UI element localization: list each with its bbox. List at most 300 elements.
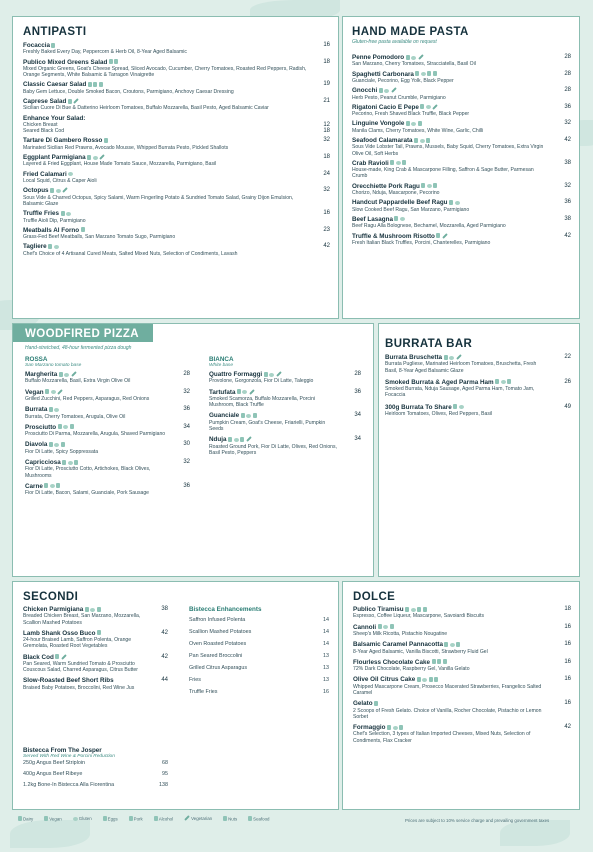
- item-name-text: Truffle & Mushroom Risotto: [352, 232, 435, 240]
- gluten-icon: [427, 184, 432, 188]
- item-price: 34: [354, 412, 361, 419]
- menu-list: [25, 371, 190, 496]
- item-name: [352, 233, 571, 240]
- item-name-text: Meatballs Al Forno: [23, 226, 80, 234]
- item-description: Manila Clams, Cherry Tomatoes, White Wine, Garlic, Chilli: [352, 127, 484, 134]
- gluten-icon: [51, 390, 56, 394]
- item-name: [352, 120, 571, 127]
- bistecca-list: [23, 760, 168, 788]
- item-price: 32: [564, 120, 571, 127]
- egg-icon: [402, 160, 406, 165]
- item-price: 32: [323, 187, 330, 194]
- item-description: Fresh Italian Black Truffles, Porcini, Chanterelles, Parmigiano: [352, 239, 491, 246]
- item-name: [352, 54, 571, 61]
- pork-icon: [507, 379, 511, 384]
- item-description: Guanciale, Pecorino, Egg Yolk, Black Pepper: [352, 78, 454, 85]
- item-description: Sheep's Milk Ricotta, Pistachio Nougatine: [353, 631, 448, 638]
- veg-icon: [99, 154, 105, 160]
- item-price: 24: [323, 170, 330, 177]
- legend-entry: [129, 816, 143, 822]
- item-name-text: Flourless Chocolate Cake: [353, 658, 430, 666]
- item-name-text: 300g Burrata To Share: [385, 403, 452, 411]
- dairy-icon: [436, 233, 440, 238]
- row-label: 400g Angus Beef Ribeye: [23, 771, 83, 778]
- menu-item: [353, 641, 571, 655]
- item-name-text: Rigatoni Cacio E Pepe: [352, 103, 419, 111]
- item-name-text: Burrata Bruschetta: [385, 354, 443, 361]
- menu-item: [352, 233, 571, 247]
- item-name: [23, 677, 168, 684]
- gluten-icon: [66, 212, 71, 216]
- vegan-icon: [45, 389, 49, 394]
- menu-item: [352, 104, 571, 118]
- item-price: 36: [183, 406, 190, 413]
- item-name-text: Lamb Shank Osso Buco: [23, 629, 96, 637]
- legend-label: Vegetarian: [191, 816, 213, 822]
- price-row: [23, 760, 168, 766]
- item-name: [352, 160, 571, 167]
- menu-list: [352, 54, 571, 249]
- footer-note: Prices are subject to 10% service charge and prevailing government taxes: [405, 818, 550, 823]
- egg-icon: [456, 642, 460, 647]
- menu-item: [23, 227, 330, 241]
- item-name-text: Penne Pomodoro: [352, 54, 405, 61]
- item-description: Pecorino, Fresh Shaved Black Truffle, Black Pepper: [352, 111, 470, 118]
- gluten-icon: [426, 105, 431, 109]
- item-description: 8-Year Aged Balsamic, Vanilla Biscotti, Strawberry Fluid Gel: [353, 648, 488, 655]
- item-name-text: Octopus: [23, 187, 49, 195]
- item-name-text: Formaggio: [353, 724, 386, 732]
- row-price: 13: [323, 665, 329, 672]
- gluten-icon: [54, 408, 59, 412]
- alc-icon: [434, 677, 438, 682]
- gluten-icon: [93, 156, 98, 160]
- vegan-icon: [44, 816, 48, 821]
- dairy-icon: [405, 607, 409, 612]
- dairy-icon: [414, 138, 418, 143]
- item-description: Fior Di Latte, Prosciutto Cotto, Artichokes, Black Olives, Mushrooms: [25, 466, 151, 479]
- item-price: 16: [564, 641, 571, 648]
- item-name: [23, 630, 168, 637]
- legend-label: Nuts: [228, 816, 238, 822]
- item-name-text: Tartufata: [209, 388, 236, 396]
- veg-icon: [184, 815, 190, 821]
- gluten-icon: [234, 438, 239, 442]
- veg-icon: [442, 233, 448, 239]
- pork-icon: [99, 82, 103, 87]
- item-description: Fior Di Latte, Spicy Soppressata: [25, 448, 99, 455]
- price-row: [23, 782, 168, 788]
- item-description: Marinated Sicilian Red Prawns, Avocado Mousse, Whipped Burrata Pesto, Pickled Shallots: [23, 144, 229, 151]
- item-name-text: Enhance Your Salad:: [23, 114, 86, 122]
- egg-icon: [418, 121, 422, 126]
- item-name: [353, 676, 571, 683]
- legend-label: Gluten: [78, 816, 92, 822]
- menu-item: [353, 606, 571, 620]
- item-name: [23, 42, 330, 49]
- item-price: 42: [323, 243, 330, 250]
- item-price: 42: [161, 653, 168, 660]
- bianca-column: [209, 356, 361, 460]
- nuts-icon: [443, 659, 447, 664]
- item-price: 34: [183, 423, 190, 430]
- item-price: 23: [323, 226, 330, 233]
- egg-icon: [437, 659, 441, 664]
- veg-icon: [456, 354, 462, 360]
- item-description: Grass-Fed Beef Meatballs, San Marzano Tomato Sugo, Parmigiano: [23, 234, 176, 241]
- item-name: [209, 371, 361, 378]
- bistecca-title: Bistecca From The Josper: [23, 747, 102, 754]
- item-price: 30: [183, 441, 190, 448]
- egg-icon: [97, 607, 101, 612]
- item-name: [353, 641, 571, 648]
- menu-item: [23, 81, 330, 95]
- gluten-icon: [73, 817, 78, 821]
- vegan-icon: [114, 59, 118, 64]
- legend-label: Seafood: [253, 816, 270, 822]
- menu-item: [352, 120, 571, 134]
- item-price: 32: [323, 137, 330, 144]
- item-price: 34: [354, 436, 361, 443]
- menu-item: [352, 216, 571, 230]
- price-row: [189, 653, 329, 659]
- item-name: [209, 389, 361, 396]
- pork-icon: [61, 442, 65, 447]
- row-price: 14: [323, 629, 329, 636]
- item-description: Fior Di Latte, Bacon, Salami, Guanciale, Pork Sausage: [25, 490, 150, 497]
- section-title: DOLCE: [353, 591, 396, 603]
- legend-entry: [73, 816, 92, 821]
- dairy-icon: [18, 816, 22, 821]
- item-name-text: Spaghetti Carbonara: [352, 70, 414, 78]
- menu-item: [352, 137, 571, 157]
- item-description: Breaded Chicken Breast, San Marzano, Mozzarella, Scallion Mashed Potatoes: [23, 613, 141, 626]
- section-title: BURRATA BAR: [385, 338, 473, 350]
- item-name-text: Smoked Burrata & Aged Parma Ham: [385, 378, 494, 386]
- item-price: 42: [161, 629, 168, 636]
- row-price: 68: [162, 760, 168, 767]
- pork-icon: [433, 71, 437, 76]
- gluten-icon: [400, 217, 405, 221]
- allergen-legend: [18, 816, 278, 822]
- menu-item: [209, 389, 361, 409]
- price-row: [189, 689, 329, 695]
- menu-list: [353, 606, 571, 748]
- item-name: [23, 115, 330, 122]
- item-name-text: Slow-Roasted Beef Short Ribs: [23, 677, 114, 685]
- veg-icon: [61, 654, 67, 660]
- item-name: [25, 406, 190, 413]
- dolce-panel: [342, 581, 580, 810]
- veg-icon: [62, 187, 68, 193]
- menu-item: [352, 160, 571, 180]
- item-description: Roasted Ground Pork, Fior Di Latte, Olives, Red Onions, Basil Pesto, Peppers: [209, 443, 337, 456]
- item-price: 28: [564, 54, 571, 60]
- gluten-icon: [68, 461, 73, 465]
- item-name: [23, 98, 330, 105]
- menu-item: [353, 700, 571, 720]
- item-description: 24-hour Braised Lamb, Saffron Polenta, Orange Gremolata, Roasted Root Vegetables: [23, 637, 132, 650]
- dairy-icon: [406, 55, 410, 60]
- dairy-icon: [390, 160, 394, 165]
- dairy-icon: [48, 244, 52, 249]
- dairy-icon: [432, 659, 436, 664]
- gluten-icon: [246, 414, 251, 418]
- seafood-icon: [248, 816, 252, 821]
- row-label: Saffron Infused Polenta: [189, 617, 246, 624]
- gluten-icon: [411, 56, 416, 60]
- item-name-text: Balsamic Caramel Pannacotta: [353, 641, 443, 649]
- item-description: Pan Seared, Warm Sundried Tomato & Prosciutto Couscous Salad, Charred Asparagus, Citrus Butter: [23, 661, 138, 674]
- section-subtitle: Gluten-free pasta available on request: [352, 39, 437, 45]
- gluten-icon: [393, 726, 398, 730]
- item-price: 32: [183, 459, 190, 466]
- menu-list: [209, 371, 361, 456]
- item-name: [25, 424, 190, 431]
- gluten-icon: [269, 373, 274, 377]
- menu-item: [353, 676, 571, 696]
- legend-label: Eggs: [107, 816, 118, 822]
- dairy-icon: [49, 407, 53, 412]
- menu-item: [352, 87, 571, 101]
- price-row: [189, 641, 329, 647]
- legend-entry: [248, 816, 269, 822]
- secondi-panel: [12, 581, 339, 810]
- item-name-text: Classic Caesar Salad: [23, 81, 87, 89]
- gluten-icon: [63, 425, 68, 429]
- menu-item: [23, 59, 330, 79]
- item-name: [353, 724, 571, 731]
- enhancements-list: [189, 617, 329, 695]
- item-price: 38: [161, 606, 168, 612]
- item-name: [23, 154, 330, 161]
- veg-icon: [246, 436, 252, 442]
- background-leaf: [500, 820, 570, 846]
- menu-item: [23, 654, 168, 674]
- dairy-icon: [50, 188, 54, 193]
- item-price: 38: [564, 215, 571, 222]
- item-description: Burrata, Cherry Tomatoes, Arugula, Olive Oil: [25, 413, 126, 420]
- menu-item: [352, 71, 571, 85]
- item-description: Heirloom Tomatoes, Olives, Red Peppers, Basil: [385, 411, 493, 418]
- item-name: [352, 216, 571, 223]
- menu-item: [353, 659, 571, 673]
- item-name: [25, 389, 190, 396]
- menu-item: [385, 354, 571, 374]
- enhancements-title: Bistecca Enhancements: [189, 606, 262, 613]
- gluten-icon: [90, 608, 95, 612]
- menu-item: [352, 199, 571, 213]
- dairy-icon: [237, 389, 241, 394]
- item-description: Sous Vide & Charred Octopus, Spicy Salami, Warm Fingerling Potato & Sundried Tomato Salad, Grainy Dijon Emulsion, Balsamic Glaze: [23, 194, 294, 207]
- menu-item: [385, 404, 571, 418]
- pork-icon: [129, 816, 133, 821]
- item-description: Mixed Organic Greens, Goat's Cheese Spread, Sliced Avocado, Cucumber, Cherry Tomatoes, Roasted Red Peppers, Radish, Orange Segments, White Balsamic & Tarragon Vinaigrette: [23, 66, 307, 79]
- antipasti-panel: [12, 16, 339, 319]
- dairy-icon: [81, 227, 85, 232]
- dairy-icon: [374, 701, 378, 706]
- item-name: [23, 171, 330, 178]
- menu-list: [23, 606, 168, 695]
- menu-item: [23, 137, 330, 151]
- item-name: [352, 199, 571, 206]
- menu-item: [209, 412, 361, 432]
- dairy-icon: [58, 424, 62, 429]
- item-description: Grilled Zucchini, Red Peppers, Asparagus, Red Onions: [25, 396, 150, 403]
- item-name: [352, 87, 571, 94]
- gluten-icon: [242, 390, 247, 394]
- menu-item: [23, 42, 330, 56]
- dairy-icon: [87, 155, 91, 160]
- item-name-text: Olive Oil Citrus Cake: [353, 676, 416, 684]
- section-title: WOODFIRED PIZZA: [25, 328, 139, 340]
- item-name-text: Tagliere: [23, 243, 47, 251]
- item-price: 16: [564, 676, 571, 683]
- price-row: [189, 677, 329, 683]
- dairy-icon: [104, 138, 108, 143]
- item-price: 18: [323, 154, 330, 161]
- pork-icon: [56, 483, 60, 488]
- dairy-icon: [453, 404, 457, 409]
- item-price: 32: [564, 182, 571, 189]
- item-name: [353, 700, 571, 707]
- dairy-icon: [387, 725, 391, 730]
- pork-icon: [433, 183, 437, 188]
- item-description: Freshly Baked Every Day, Peppercorn & Herb Oil, 8-Year Aged Balsamic: [23, 49, 187, 56]
- menu-item: [23, 98, 330, 112]
- egg-icon: [427, 71, 431, 76]
- dairy-icon: [97, 630, 101, 635]
- egg-icon: [417, 607, 421, 612]
- item-name-text: Guanciale: [209, 412, 240, 420]
- veg-icon: [433, 104, 439, 110]
- item-name: [352, 104, 571, 111]
- section-title: ANTIPASTI: [23, 26, 87, 38]
- item-price: 16: [564, 700, 571, 707]
- item-name-text: Quattro Formaggi: [209, 371, 263, 378]
- legend-label: Pork: [133, 816, 143, 822]
- gluten-icon: [411, 122, 416, 126]
- dairy-icon: [378, 624, 382, 629]
- price-row: [189, 665, 329, 671]
- veg-icon: [57, 389, 63, 395]
- gluten-icon: [421, 72, 426, 76]
- item-description: Buffalo Mozzarella, Basil, Extra Virgin Olive Oil: [25, 378, 131, 385]
- item-name: [209, 436, 361, 443]
- item-name-text: Gnocchi: [352, 87, 378, 95]
- item-description: Chef's Selection, 3 types of Italian Imported Cheeses, Mixed Nuts, Selection of Condiments, Flax Cracker: [353, 731, 531, 744]
- item-description: Local Squid, Citrus & Caper Aioli: [23, 178, 97, 185]
- item-name: [209, 412, 361, 419]
- item-name-text: Gelato: [353, 700, 373, 708]
- menu-item: [23, 154, 330, 168]
- dairy-icon: [415, 71, 419, 76]
- row-price: 138: [159, 782, 168, 789]
- item-name: [23, 137, 330, 144]
- row-label: 1.2kg Bone-In Bistecca Alla Fiorentina: [23, 782, 115, 789]
- dairy-icon: [444, 642, 448, 647]
- gluten-icon: [450, 643, 455, 647]
- item-price: 42: [564, 724, 571, 731]
- dairy-icon: [88, 82, 92, 87]
- item-price: 28: [564, 87, 571, 94]
- item-price: 36: [354, 388, 361, 395]
- item-name: [23, 210, 330, 217]
- item-name: [352, 71, 571, 78]
- item-price: 19: [323, 81, 330, 88]
- dairy-icon: [420, 104, 424, 109]
- item-name: [23, 81, 330, 88]
- item-description: 2 Scoops of Fresh Gelato. Choice of Vanilla, Rocher Chocolate, Pistachio or Lemon Sorbet: [353, 707, 542, 720]
- gluten-icon: [501, 380, 506, 384]
- row-label: Scallion Mashed Potatoes: [189, 629, 252, 636]
- item-name-text: Caprese Salad: [23, 98, 67, 106]
- gluten-icon: [64, 373, 69, 377]
- item-description: Herb Pesto, Peanut Crumble, Parmigiano: [352, 94, 446, 101]
- pork-icon: [70, 424, 74, 429]
- section-title: HAND MADE PASTA: [352, 26, 469, 38]
- item-description: Smoked Burrata, Nduja Sausage, Aged Parma Ham, Tomato Jam, Focaccia: [385, 386, 535, 399]
- menu-item: [25, 441, 190, 455]
- gluten-icon: [384, 89, 389, 93]
- menu-item: [25, 371, 190, 385]
- item-name: [385, 379, 571, 386]
- dairy-icon: [421, 183, 425, 188]
- pasta-panel: [342, 16, 580, 319]
- dairy-icon: [109, 59, 113, 64]
- enhancements-block: [189, 606, 329, 701]
- item-name-text: Burrata: [25, 406, 48, 414]
- menu-item: [352, 183, 571, 197]
- dairy-icon: [59, 372, 63, 377]
- gluten-icon: [396, 161, 401, 165]
- item-name-text: Orecchiette Pork Ragu: [352, 182, 420, 190]
- item-name-text: Carne: [25, 482, 43, 490]
- nuts-icon: [390, 624, 394, 629]
- item-name-text: Focaccia: [23, 42, 50, 49]
- egg-icon: [426, 138, 430, 143]
- section-title: SECONDI: [23, 591, 79, 603]
- menu-item: [23, 243, 330, 257]
- legend-label: Alcohol: [158, 816, 174, 822]
- item-name-text: Chicken Parmigiana: [23, 606, 84, 613]
- item-name: [352, 183, 571, 190]
- dairy-icon: [228, 437, 232, 442]
- item-name-text: Vegan: [25, 388, 44, 396]
- item-name-text: Capricciosa: [25, 459, 61, 467]
- alc-icon: [154, 816, 158, 821]
- item-name: [385, 404, 571, 411]
- item-name-text: Fried Calamari: [23, 170, 67, 178]
- item-name: [353, 606, 571, 613]
- menu-item: [353, 624, 571, 638]
- item-name: [23, 606, 168, 613]
- item-description: Beef Ragu Alla Bolognese, Bechamel, Mozzarella, Aged Parmigiano: [352, 223, 506, 230]
- item-price: 21: [323, 98, 330, 105]
- bistecca-block: [23, 747, 168, 793]
- item-price: 36: [564, 103, 571, 110]
- egg-icon: [429, 677, 433, 682]
- gluten-icon: [449, 356, 454, 360]
- dairy-icon: [406, 121, 410, 126]
- legend-label: Dairy: [23, 816, 34, 822]
- item-description: Layered & Fried Eggplant, House Made Tomato Sauce, Mozzarella, Parmigiano, Basil: [23, 161, 217, 168]
- dairy-icon: [49, 442, 53, 447]
- item-description: Whipped Mascarpone Cream, Prosecco Macerated Strawberries, Frangelico Salted Caramel: [353, 683, 542, 697]
- item-price: 18: [323, 58, 330, 65]
- gluten-icon: [54, 245, 59, 249]
- veg-icon: [418, 54, 424, 60]
